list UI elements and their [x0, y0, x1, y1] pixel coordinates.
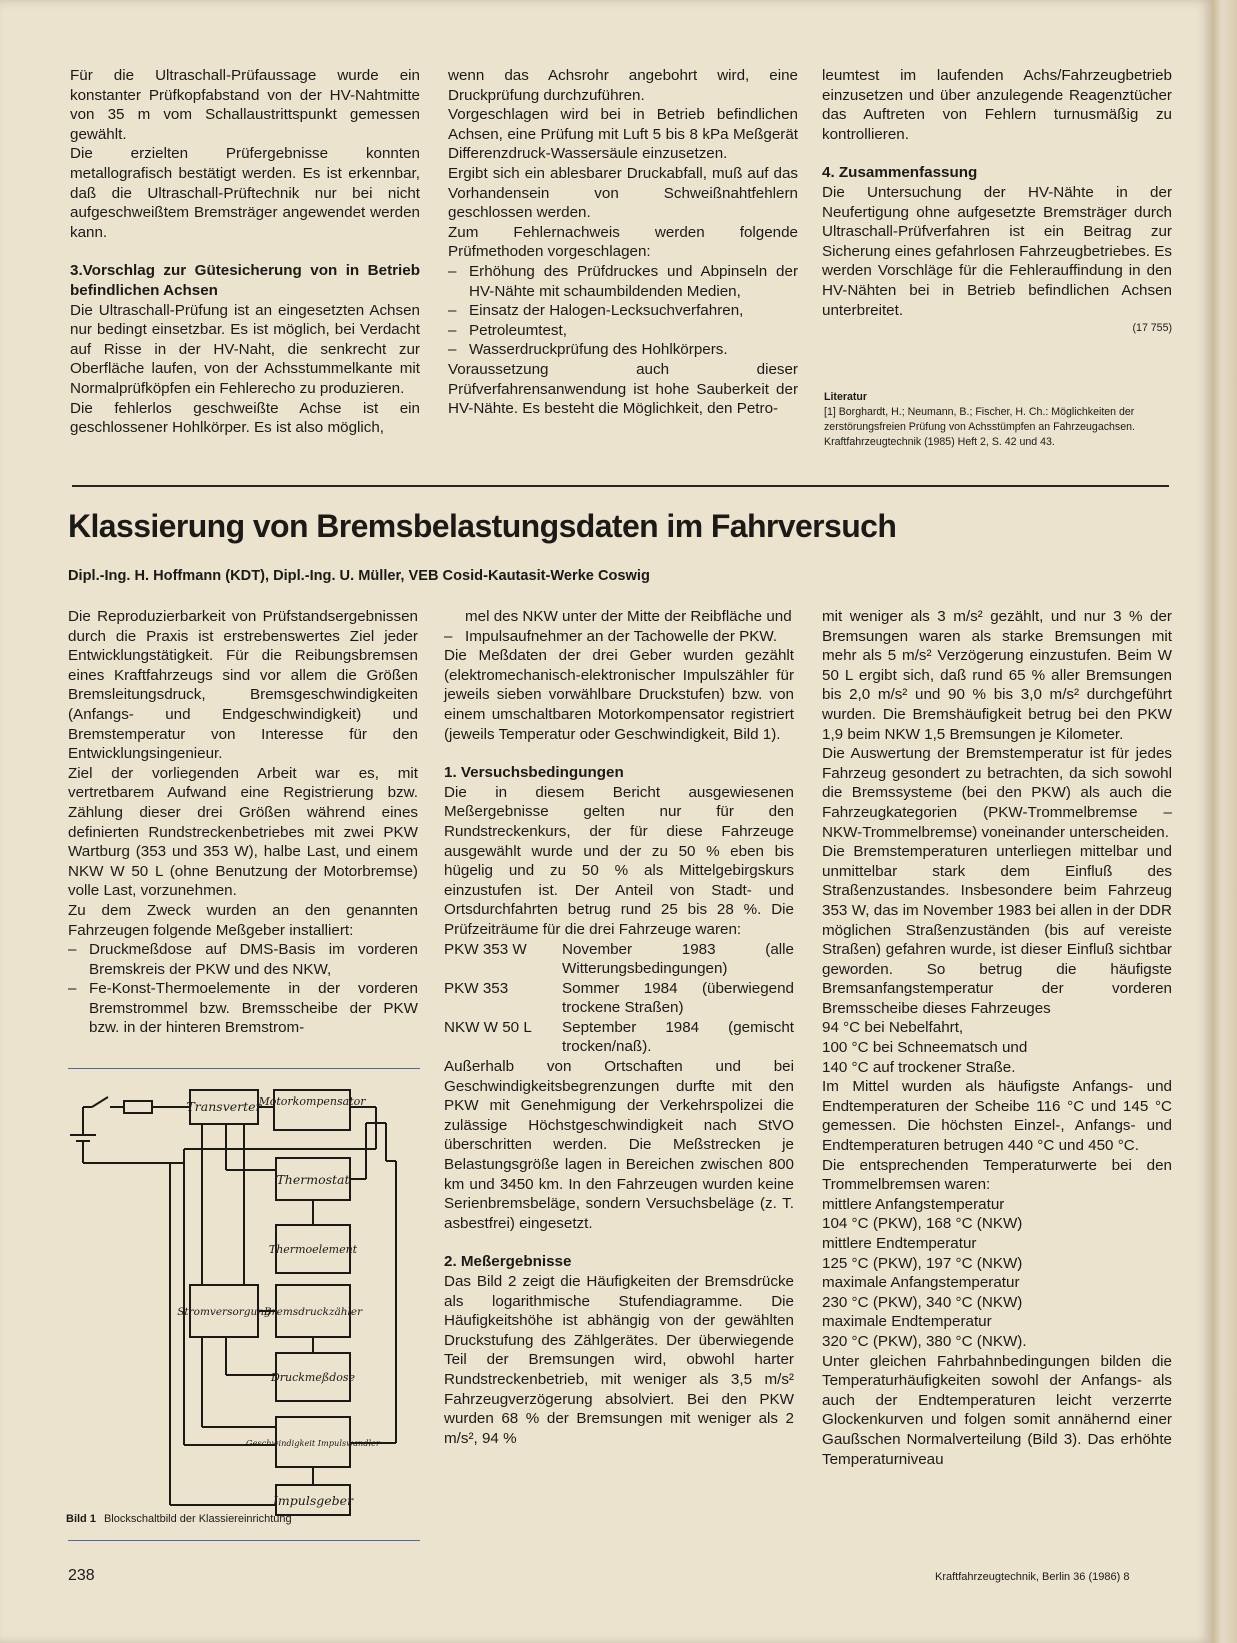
top-column-1	[70, 66, 420, 438]
paragraph: Zu dem Zweck wurden an den genannten Fahrzeugen folgende Meßgeber installiert:	[68, 901, 418, 939]
paragraph: Für die Ultraschall-Prüfaussage wurde ein konstanter Prüfkopfabstand von der HV-Nahtmitte von 35 m vom Schallaustrittspunkt gemessen gewählt.	[70, 67, 420, 143]
section-heading: 3.Vorschlag zur Gütesicherung von in Betrieb befindlichen Achsen	[70, 262, 420, 299]
label-thermostat: Thermostat	[276, 1172, 350, 1187]
page-edge	[1212, 0, 1237, 1643]
article-column-2	[444, 607, 794, 1448]
paragraph: Das Bild 2 zeigt die Häufigkeiten der Bremsdrücke als logarithmische Stufendiagramme. Die Häufigkeitshöhe ist abhängig von der gewählten Druckstufung des Zählgerätes. Der überwiegende Teil der Bremsungen wird, obwohl harter Rundstreckenbetrieb, mit weniger als 3,5 m/s² Fahrzeugverzögerung absolviert. Bei den PKW wurden 68 % der Bremsungen mit weniger als 2 m/s², 94 %	[444, 1273, 794, 1447]
article-column-3	[822, 607, 1172, 1469]
paragraph: Die Reproduzierbarkeit von Prüfstandsergebnissen durch die Praxis ist erstrebenswertes Ziel jeder Entwicklungstätigkeit. Für die Reibungsbremsen eines Kraftfahrzeugs sind vor allem die Größen Bremsleitungsdruck, Bremsgeschwindigkeiten (Anfangs- und Endgeschwindigkeit) und Bremstemperatur von Interesse für den Entwicklungsingenieur.	[68, 608, 418, 763]
figure-caption	[66, 1513, 292, 1525]
literature-entry: [1] Borghardt, H.; Neumann, B.; Fischer, H. Ch.: Möglichkeiten der zerstörungsfreien Prüfung von Achsstümpfen an Fahrzeugachsen. Kraftfahrzeugtechnik (1985) Heft 2, S. 42 und 43.	[824, 406, 1135, 448]
section-heading: 4. Zusammenfassung	[822, 164, 978, 182]
temperature-line: maximale Anfangstemperatur	[822, 1274, 1020, 1292]
paragraph: Die Untersuchung der HV-Nähte in der Neufertigung ohne aufgesetzte Bremsträger durch Ultraschall-Prüfverfahren ist ein Beitrag zur Sicherung eines gefahrlosen Fahrzeugbetriebes. Es werden Vorschläge für die Fehlerauffindung in den HV-Nähten bei in Betrieb befindlichen Achsen unterbreitet.	[822, 183, 1172, 319]
journal-reference: Kraftfahrzeugtechnik, Berlin 36 (1986) 8	[935, 1571, 1130, 1583]
label-druckmessdose: Druckmeßdose	[270, 1371, 356, 1384]
caption-text: Blockschaltbild der Klassiereinrichtung	[103, 1513, 292, 1525]
paragraph: Unter gleichen Fahrbahnbedingungen bilden die Temperaturhäufigkeiten sowohl der Anfangs- als auch der Endtemperaturen leicht verzerrte Glockenkurven und folgen somit annähernd einer Gaußschen Normalverteilung (Bild 3). Das erhöhte Temperaturniveau	[822, 1352, 1172, 1468]
list-item: – Impulsaufnehmer an der Tachowelle der PKW.	[444, 627, 794, 647]
paragraph: leumtest im laufenden Achs/Fahrzeugbetrieb einzusetzen und über anzulegende Reagenztücher das Auftreten von Fehlern turnusmäßig zu kontrollieren.	[822, 67, 1172, 143]
list-item: – Petroleumtest,	[448, 321, 798, 341]
temperature-line: 320 °C (PKW), 380 °C (NKW).	[822, 1332, 1027, 1350]
label-motorkompensator: Motorkompensator	[258, 1095, 366, 1108]
top-column-3	[822, 66, 1172, 336]
vehicle-cell: PKW 353 W	[444, 940, 527, 958]
label-stromversorgung: Stromversorgung	[177, 1306, 271, 1318]
section-divider	[72, 485, 1169, 487]
article-column-1	[68, 607, 418, 1038]
temperature-line: 140 °C auf trockener Straße.	[822, 1058, 1016, 1076]
paragraph: Die fehlerlos geschweißte Achse ist ein geschlossener Hohlkörper. Es ist also möglich,	[70, 399, 420, 437]
label-impulswandler: Geschwindigkeit Impulswandler	[246, 1438, 380, 1448]
period-cell: November 1983 (alle Witterungsbedingungen)	[562, 940, 794, 978]
paragraph: Zum Fehlernachweis werden folgende Prüfmethoden vorgeschlagen:	[448, 223, 798, 261]
paragraph: Außerhalb von Ortschaften und bei Geschwindigkeitsbegrenzungen durfte mit den PKW mit Genehmigung der Verkehrspolizei die zulässige Höchstgeschwindigkeit nach StVO überschritten werden. Die Meßstrecken je Belastungsgröße lagen in Bereichen zwischen 800 km und 3450 km. In den Fahrzeugen wurden keine Serienbremsbeläge, sondern Versuchsbeläge (z. T. asbestfrei) eingesetzt.	[444, 1058, 794, 1232]
sensor-list	[68, 940, 418, 1038]
paragraph: Die entsprechenden Temperaturwerte bei den Trommelbremsen waren:	[822, 1156, 1172, 1194]
table-row	[444, 1018, 794, 1057]
temperature-line: mittlere Endtemperatur	[822, 1235, 977, 1252]
temperature-line: 94 °C bei Nebelfahrt,	[822, 1019, 964, 1037]
table-row	[444, 979, 794, 1018]
paragraph: Voraussetzung auch dieser Prüfverfahrensanwendung ist hohe Sauberkeit der HV-Nähte. Es besteht die Möglichkeit, den Petro-	[448, 360, 798, 418]
paragraph: Die Ultraschall-Prüfung ist an eingesetzten Achsen nur bedingt einsetzbar. Es ist möglich, bei Verdacht auf Risse in der HV-Naht, die senkrecht zur Oberfläche laufen, von der Achsstummelkante mit Normalprüfköpfen ein Fehlerecho zu produzieren.	[70, 301, 420, 397]
paragraph: Die Bremstemperaturen unterliegen mittelbar und unmittelbar stark dem Einfluß des Straßenzustandes. Insbesondere beim Fahrzeug 353 W, das im November 1983 bei allen in der DDR möglichen Straßenzuständen (bis auf vereiste Straßen) gefahren wurde, ist dieser Einfluß sichtbar geworden. So betrug die häufigste Bremsanfangstemperatur der vorderen Bremsscheibe dieses Fahrzeuges	[822, 843, 1172, 1017]
caption-label: Bild 1	[66, 1513, 96, 1525]
label-impulsgeber: Impulsgeber	[272, 1493, 354, 1508]
period-cell: Sommer 1984 (überwiegend trockene Straßen)	[562, 979, 794, 1017]
table-row	[444, 940, 794, 979]
list-item: – Fe-Konst-Thermoelemente in der vorderen Bremstrommel bzw. Bremsscheibe der PKW bzw. in der hinteren Bremstrom-	[68, 979, 418, 1038]
list-item: – Wasserdruckprüfung des Hohlkörpers.	[448, 340, 798, 360]
label-bremsdruckzaehler: Bremsdruckzähler	[263, 1306, 363, 1318]
paragraph: Vorgeschlagen wird bei in Betrieb befindlichen Achsen, eine Prüfung mit Luft 5 bis 8 kPa Meßgerät Differenzdruck-Wassersäule einzusetzen.	[448, 106, 798, 163]
label-transverter: Transverter	[186, 1099, 262, 1114]
section-heading: 1. Versuchsbedingungen	[444, 764, 624, 782]
paragraph: Ergibt sich ein ablesbarer Druckabfall, muß auf das Vorhandensein von Schweißnahtfehlern geschlossen werden.	[448, 164, 798, 222]
paragraph: mel des NKW unter der Mitte der Reibfläche und	[465, 608, 792, 625]
temperature-line: 230 °C (PKW), 340 °C (NKW)	[822, 1293, 1023, 1311]
sensor-list-continued	[444, 627, 794, 647]
switch-icon	[92, 1097, 108, 1107]
top-column-2	[448, 66, 798, 419]
method-list	[448, 262, 798, 360]
temperature-line: 100 °C bei Schneematsch und	[822, 1039, 1028, 1057]
figure-bottom-rule	[68, 1540, 420, 1541]
paragraph: wenn das Achsrohr angebohrt wird, eine Druckprüfung durchzuführen.	[448, 67, 798, 104]
fuse-icon	[124, 1101, 152, 1113]
paragraph: Ziel der vorliegenden Arbeit war es, mit vertretbarem Aufwand eine Registrierung bzw. Zählung dieser drei Größen während eines definierten Rundstreckenbetriebes mit zwei PKW Wartburg (353 und 353 W), halbe Last, und einem NKW W 50 L (ohne Benutzung der Motorbremse) volle Last, vorzunehmen.	[68, 764, 418, 900]
section-heading: 2. Meßergebnisse	[444, 1253, 572, 1271]
article-code: (17 755)	[1132, 322, 1172, 335]
paragraph: Die Auswertung der Bremstemperatur ist für jedes Fahrzeug gesondert zu betrachten, da sich sowohl die Bremssysteme (bei den PKW) als auch die Fahrzeugkategorien (PKW-Trommelbremse – NKW-Trommelbremse) voneinander unterscheiden.	[822, 745, 1172, 841]
block-diagram	[66, 1075, 418, 1520]
list-item: – Erhöhung des Prüfdruckes und Abpinseln der HV-Nähte mit schaumbildenden Medien,	[448, 262, 798, 301]
paragraph: Die erzielten Prüfergebnisse konnten metallografisch bestätigt werden. Es ist erkennbar, daß die Ultraschall-Prüftechnik nur bei nicht aufgeschweißtem Bremsträger angewendet werden kann.	[70, 145, 420, 241]
period-cell: September 1984 (gemischt trocken/naß).	[562, 1018, 794, 1056]
figure-top-rule	[68, 1068, 420, 1069]
literature-heading: Literatur	[824, 391, 867, 403]
paragraph: Die Meßdaten der drei Geber wurden gezählt (elektromechanisch-elektronischer Impulszähler für jeweils sieben vorwählbare Druckstufen) bzw. von einem umschaltbaren Motorkompensator registriert (jeweils Temperatur oder Geschwindigkeit, Bild 1).	[444, 647, 794, 743]
temperature-line: 125 °C (PKW), 197 °C (NKW)	[822, 1254, 1023, 1272]
paragraph: mit weniger als 3 m/s² gezählt, und nur 3 % der Bremsungen waren als starke Bremsungen mit mehr als 5 m/s² Verzögerung einzustufen. Beim W 50 L ergibt sich, daß rund 65 % aller Bremsungen bis 2,0 m/s² und 90 % bis 3,0 m/s² durchgeführt wurden. Die Bremshäufigkeit betrug bei den PKW 1,9 beim NKW 1,5 Bremsungen je Kilometer.	[822, 608, 1172, 743]
literature	[824, 390, 1174, 450]
article-title: Klassierung von Bremsbelastungsdaten im Fahrversuch	[68, 508, 897, 544]
test-period-table	[444, 940, 794, 1058]
vehicle-cell: NKW W 50 L	[444, 1018, 532, 1036]
temperature-line: 104 °C (PKW), 168 °C (NKW)	[822, 1215, 1023, 1233]
page-number: 238	[68, 1567, 95, 1584]
label-thermoelement: Thermoelement	[268, 1243, 358, 1256]
paragraph: Die in diesem Bericht ausgewiesenen Meßergebnisse gelten nur für den Rundstreckenkurs, der für diese Fahrzeuge ausgewählt wurde und der zu 50 % eben bis hügelig und zu 50 % als Mittelgebirgskurs einzustufen ist. Der Anteil von Stadt- und Ortsdurchfahrten betrug rund 25 bis 28 %. Die Prüfzeiträume für die drei Fahrzeuge waren:	[444, 783, 794, 938]
temperature-line: maximale Endtemperatur	[822, 1313, 992, 1331]
temperature-line: mittlere Anfangstemperatur	[822, 1195, 1005, 1213]
list-item: – Einsatz der Halogen-Lecksuchverfahren,	[448, 301, 798, 321]
list-item: – Druckmeßdose auf DMS-Basis im vorderen Bremskreis der PKW und des NKW,	[68, 940, 418, 979]
article-authors: Dipl.-Ing. H. Hoffmann (KDT), Dipl.-Ing. U. Müller, VEB Cosid-Kautasit-Werke Coswig	[68, 568, 650, 584]
vehicle-cell: PKW 353	[444, 979, 509, 997]
paragraph: Im Mittel wurden als häufigste Anfangs- und Endtemperaturen der Scheibe 116 °C und 145 °C gemessen. Die höchsten Einzel-, Anfangs- und Endtemperaturen betrugen 440 °C und 450 °C.	[822, 1078, 1172, 1155]
